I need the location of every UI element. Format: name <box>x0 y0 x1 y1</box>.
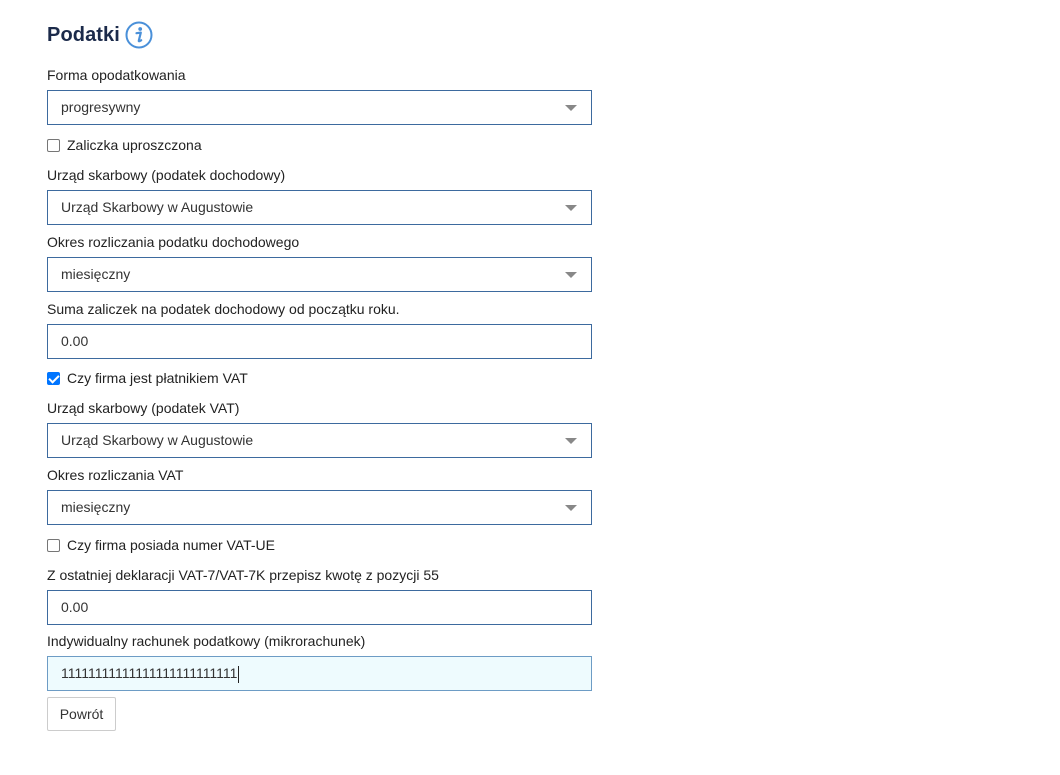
income-tax-office-value: Urząd Skarbowy w Augustowie <box>61 199 254 215</box>
tax-form-value: progresywny <box>61 99 141 115</box>
simplified-advance-row[interactable] <box>47 136 202 154</box>
text-cursor <box>238 666 239 683</box>
vat-ue-row[interactable] <box>47 536 275 554</box>
advances-sum-label: Suma zaliczek na podatek dochodowy od początku roku. <box>47 301 400 317</box>
chevron-down-icon <box>565 505 577 511</box>
advances-sum-input[interactable] <box>47 324 592 359</box>
micro-account-value: 11111111111111111111111111 <box>61 665 238 681</box>
tax-form-select[interactable] <box>47 90 592 125</box>
micro-account-input[interactable] <box>47 656 592 691</box>
vat-tax-office-select[interactable] <box>47 423 592 458</box>
vat-payer-label: Czy firma jest płatnikiem VAT <box>67 370 248 386</box>
vat-payer-checkbox[interactable] <box>47 372 60 385</box>
income-tax-office-select[interactable] <box>47 190 592 225</box>
micro-account-label: Indywidualny rachunek podatkowy (mikrorachunek) <box>47 633 366 649</box>
info-icon[interactable] <box>125 21 153 49</box>
back-button[interactable]: Powrót <box>47 697 116 731</box>
vat-period-label: Okres rozliczania VAT <box>47 467 184 483</box>
vat-period-value: miesięczny <box>61 499 131 515</box>
advances-sum-value: 0.00 <box>61 333 89 349</box>
vat-declaration-amount-value: 0.00 <box>61 599 89 615</box>
chevron-down-icon <box>565 438 577 444</box>
section-heading <box>47 19 153 51</box>
vat-tax-office-value: Urząd Skarbowy w Augustowie <box>61 432 254 448</box>
chevron-down-icon <box>565 205 577 211</box>
vat-ue-label: Czy firma posiada numer VAT-UE <box>67 537 275 553</box>
income-tax-period-label: Okres rozliczania podatku dochodowego <box>47 234 300 250</box>
vat-declaration-amount-label: Z ostatniej deklaracji VAT-7/VAT-7K przepisz kwotę z pozycji 55 <box>47 567 439 583</box>
tax-form-label: Forma opodatkowania <box>47 67 186 83</box>
vat-payer-row[interactable] <box>47 369 248 387</box>
section-title: Podatki <box>47 23 120 46</box>
vat-ue-checkbox[interactable] <box>47 539 60 552</box>
vat-period-select[interactable] <box>47 490 592 525</box>
income-tax-period-select[interactable] <box>47 257 592 292</box>
income-tax-period-value: miesięczny <box>61 266 131 282</box>
income-tax-office-label: Urząd skarbowy (podatek dochodowy) <box>47 167 286 183</box>
chevron-down-icon <box>565 105 577 111</box>
simplified-advance-label: Zaliczka uproszczona <box>67 137 202 153</box>
chevron-down-icon <box>565 272 577 278</box>
simplified-advance-checkbox[interactable] <box>47 139 60 152</box>
vat-declaration-amount-input[interactable] <box>47 590 592 625</box>
vat-tax-office-label: Urząd skarbowy (podatek VAT) <box>47 400 240 416</box>
